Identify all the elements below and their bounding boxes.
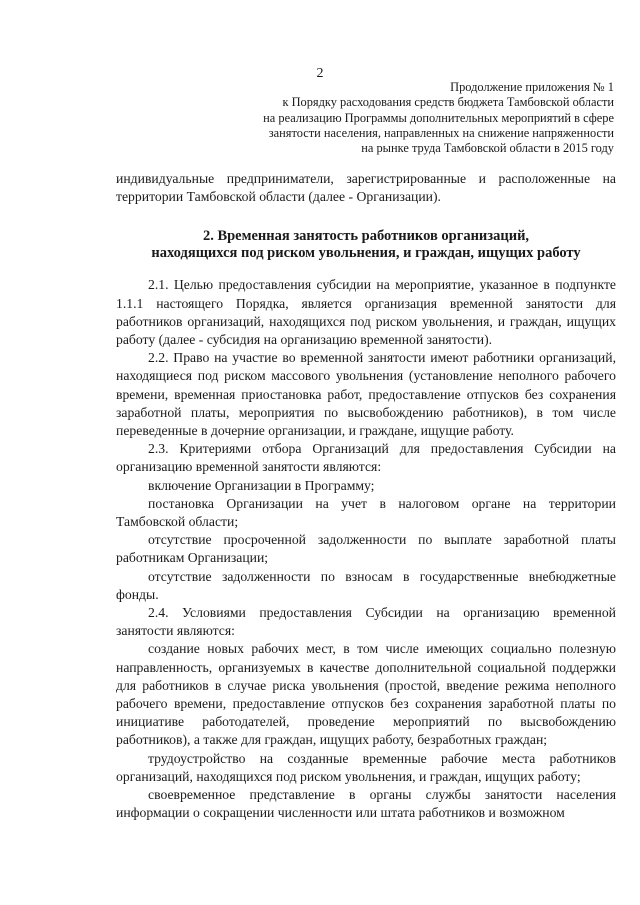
criteria-item: постановка Организации на учет в налоговом органе на территории Тамбовской области; <box>116 495 616 530</box>
paragraph-2-4: 2.4. Условиями предоставления Субсидии на организацию временной занятости являются: <box>116 605 616 639</box>
condition-item: своевременное представление в органы службы занятости населения информации о сокращении численности или штата работников и возможном <box>116 787 616 821</box>
criteria-item: включение Организации в Программу; <box>148 477 375 493</box>
section-title-line2: находящихся под риском увольнения, и граждан, ищущих работу <box>151 245 581 262</box>
section-heading <box>116 228 616 262</box>
criteria-item: отсутствие просроченной задолженности по выплате заработной платы работникам Организации; <box>116 532 616 566</box>
condition-item: создание новых рабочих мест, в том числе имеющих социально полезную направленность, организуемых в качестве дополнительной социальной поддержки для работников в случае риска увольнения (простой, введение режима неполного рабочего времени, предоставление отпусков без сохранения заработной платы по инициативе работодателей, проведение мероприятий по высвобождению работников), а также для граждан, ищущих работу, безработных граждан; <box>116 641 616 748</box>
paragraph-2-1: 2.1. Целью предоставления субсидии на мероприятие, указанное в подпункте 1.1.1 настоящего Порядка, является организация временной занятости для работников организаций, находящихся под риском увольнения, и граждан, ищущих работу (далее - субсидия на организацию временной занятости). <box>116 277 616 348</box>
page-number: 2 <box>316 66 324 81</box>
header-line: к Порядку расходования средств бюджета Тамбовской области <box>282 95 614 110</box>
appendix-header <box>194 80 614 156</box>
intro-paragraph: индивидуальные предприниматели, зарегистрированные и расположенные на территории Тамбовской области (далее - Организации). <box>116 171 616 205</box>
header-line: занятости населения, направленных на снижение напряженности <box>268 125 614 140</box>
criteria-item: отсутствие задолженности по взносам в государственные внебюджетные фонды. <box>116 568 616 602</box>
paragraph-2-2: 2.2. Право на участие во временной занятости имеют работники организаций, находящиеся под риском массового увольнения (установление неполного рабочего времени, временная приостановка работ, предоставление отпусков без сохранения заработной платы, мероприятия по высвобождению работников), в том числе переведенные в дочерние организации, и граждане, ищущие работу. <box>116 350 616 439</box>
header-line: на рынке труда Тамбовской области в 2015 году <box>361 141 614 156</box>
document-body <box>116 170 616 823</box>
paragraph-2-3: 2.3. Критериями отбора Организаций для предоставления Субсидии на организацию временной занятости являются: <box>116 441 616 475</box>
section-title-line1: 2. Временная занятость работников организаций, <box>202 228 530 245</box>
header-line: на реализацию Программы дополнительных мероприятий в сфере <box>263 110 614 125</box>
condition-item: трудоустройство на созданные временные рабочие места работников организаций, находящихся под риском увольнения, и граждан, ищущих работу; <box>116 750 616 784</box>
header-line: Продолжение приложения № 1 <box>450 80 614 94</box>
